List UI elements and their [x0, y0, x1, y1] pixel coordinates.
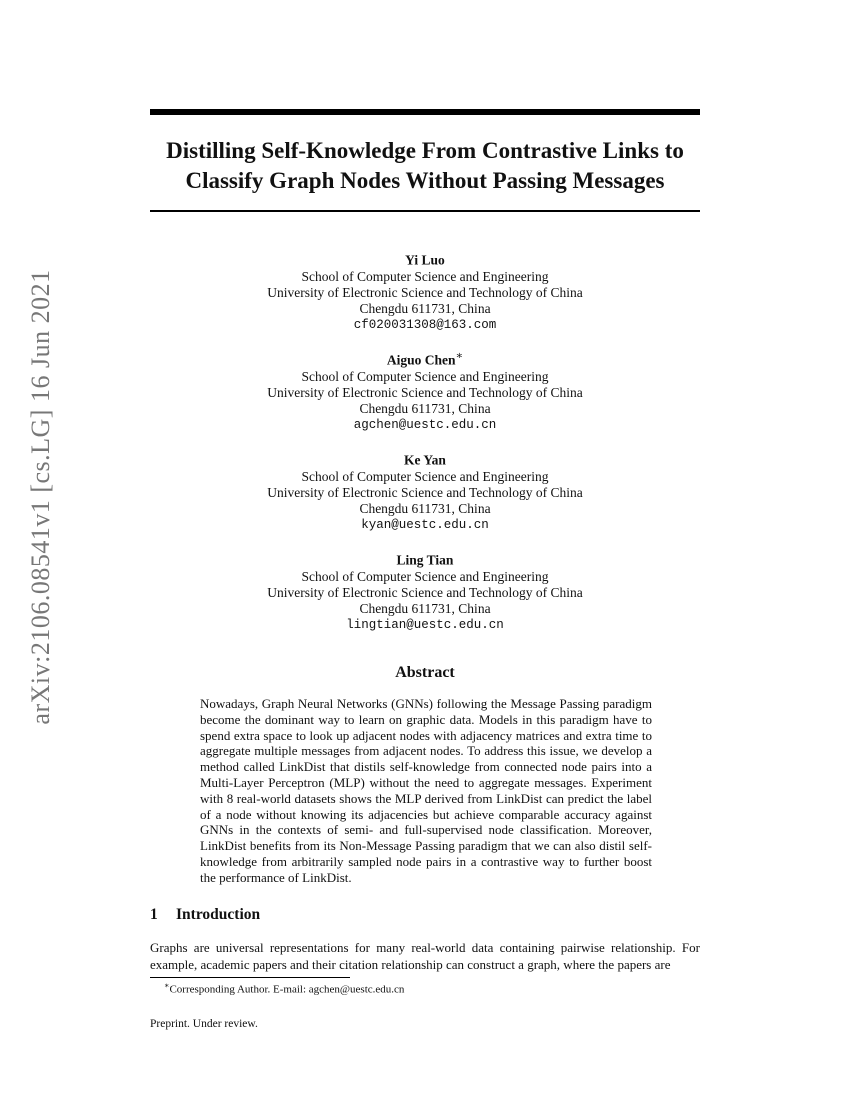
author-university: University of Electronic Science and Technology of China	[267, 484, 583, 500]
author-email: agchen@uestc.edu.cn	[353, 417, 497, 432]
footnote	[164, 979, 404, 997]
author-name: Aiguo Chen	[386, 352, 456, 368]
author-department: School of Computer Science and Engineering	[301, 568, 549, 584]
author-name: Ling Tian	[396, 552, 454, 568]
author-block	[150, 448, 700, 533]
author-university: University of Electronic Science and Technology of China	[267, 284, 583, 300]
abstract-heading: Abstract	[395, 664, 455, 681]
arxiv-side-label-anchor	[26, 269, 55, 725]
author-city: Chengdu 611731, China	[359, 400, 491, 416]
paper-title	[150, 136, 700, 196]
author-city: Chengdu 611731, China	[359, 300, 491, 316]
title-bottom-rule	[150, 210, 700, 212]
author-block	[150, 248, 700, 333]
abstract-text: Nowadays, Graph Neural Networks (GNNs) following the Message Passing paradigm become the dominant way to learn on graphic data. Models in this paradigm have to spend extra space to look up adjacent nodes with adjacency matrices and extra time to aggregate multiple messages from adjacent nodes. To address this issue, we develop a method called LinkDist that distils self-knowledge from connected node pairs into a Multi-Layer Perceptron (MLP) without the need to aggregate messages. Experiment with 8 real-world datasets shows the MLP derived from LinkDist can predict the label of a node without knowing its adjacencies but achieve comparable accuracy against GNNs in the contexts of semi- and full-supervised node classification. Moreover, LinkDist benefits from its Non-Message Passing paradigm that we can also distil self-knowledge from arbitrarily sampled node pairs in a contrastive way to further boost the performance of LinkDist.	[200, 696, 652, 885]
title-line-2: Classify Graph Nodes Without Passing Messages	[185, 168, 665, 193]
author-university: University of Electronic Science and Technology of China	[267, 584, 583, 600]
footnote-rule	[150, 977, 350, 978]
author-email: lingtian@uestc.edu.cn	[346, 617, 504, 632]
author-university: University of Electronic Science and Technology of China	[267, 384, 583, 400]
author-city: Chengdu 611731, China	[359, 500, 491, 516]
author-email: cf020031308@163.com	[353, 317, 497, 332]
preprint-notice: Preprint. Under review.	[150, 1018, 258, 1030]
author-department: School of Computer Science and Engineering	[301, 268, 549, 284]
author-department: School of Computer Science and Engineering	[301, 468, 549, 484]
footnote-text: Corresponding Author. E-mail: agchen@uestc.edu.cn	[169, 983, 405, 996]
author-email: kyan@uestc.edu.cn	[361, 517, 489, 532]
author-department: School of Computer Science and Engineering	[301, 368, 549, 384]
author-block	[150, 548, 700, 633]
title-top-rule	[150, 109, 700, 115]
section-number: 1	[150, 906, 158, 923]
footnote-marker: ∗	[164, 981, 170, 990]
author-name: Yi Luo	[405, 252, 445, 268]
author-block	[150, 348, 700, 433]
author-city: Chengdu 611731, China	[359, 600, 491, 616]
author-name: Ke Yan	[404, 452, 446, 468]
section-title: Introduction	[176, 906, 261, 923]
arxiv-identifier: arXiv:2106.08541v1 [cs.LG] 16 Jun 2021	[26, 269, 55, 725]
author-marker: ∗	[455, 350, 464, 362]
title-line-1: Distilling Self-Knowledge From Contrastive Links to	[166, 138, 684, 163]
section-heading	[150, 906, 260, 924]
section-body-text: Graphs are universal representations for many real-world data containing pairwise relationship. For example, academic papers and their citation relationship can construct a graph, where the papers are	[150, 940, 700, 972]
